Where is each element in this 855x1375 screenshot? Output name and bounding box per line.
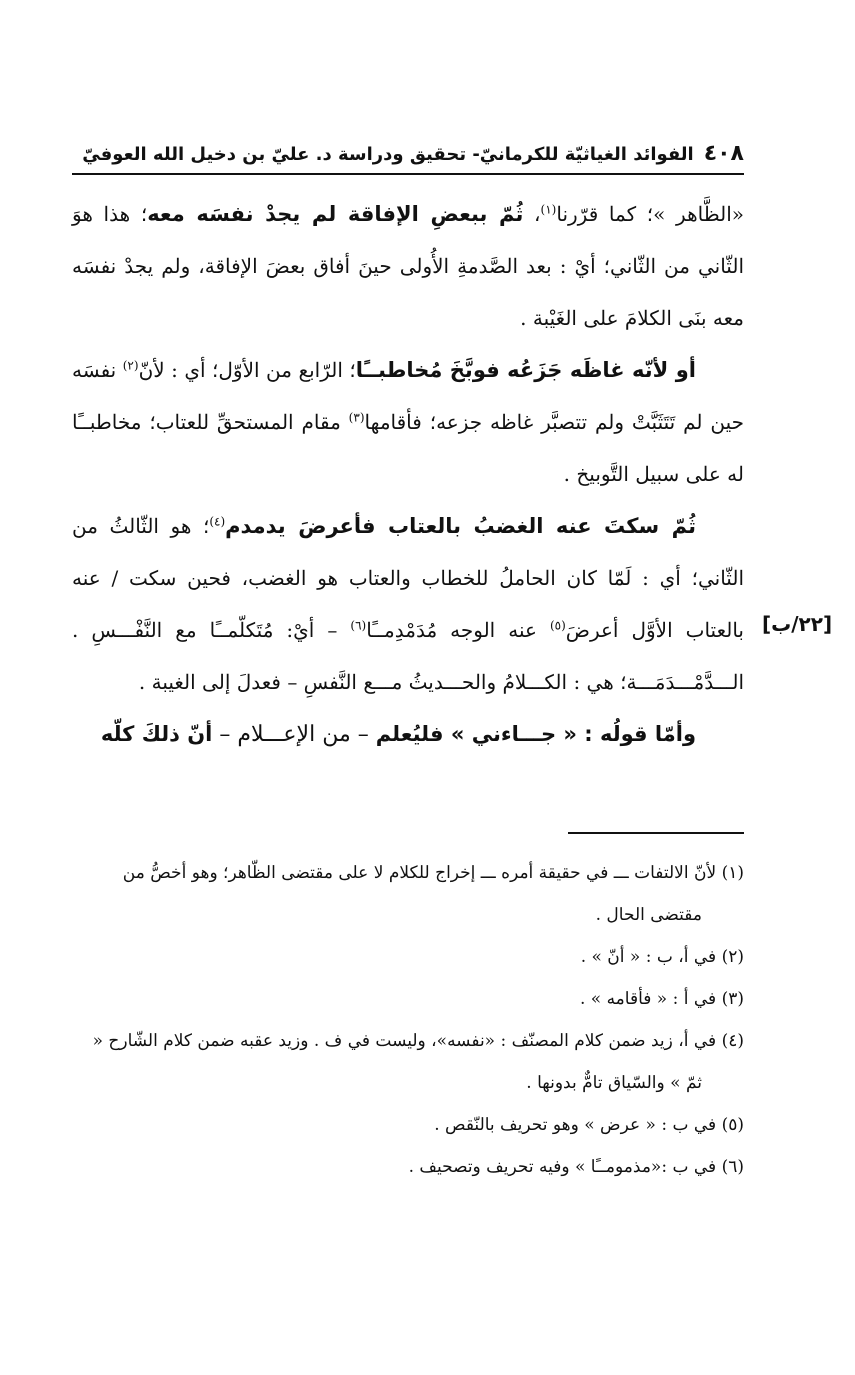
- footnote: [72, 1020, 744, 1104]
- footnote-text: في ب :«مذمومــًا » وفيه تحريف وتصحيف .: [408, 1157, 717, 1177]
- footnote-rule: [568, 832, 744, 834]
- p1-matn: ثُمّ ببعضِ الإفاقة لم يجدْ نفسَه معه: [147, 202, 524, 226]
- footnote-text: في أ، زيد ضمن كلام المصنّف : «نفسه»، وليست في ف . وزيد عقبه ضمن كلام الشّارح « ثمّ » والسّياق تامٌّ بدونها .: [92, 1031, 717, 1093]
- footnote-text: لأنّ الالتفات ـــ في حقيقة أمره ـــ إخراج للكلام لا على مقتضى الظّاهر؛ وهو أخصُّ من مقتضى الحال .: [122, 863, 717, 925]
- footnote-ref-6: (٦): [350, 618, 367, 633]
- p2-matn: أو لأنّه غاظَه جَزَعُه فوبَّخَ مُخاطبــًا: [355, 358, 697, 382]
- page-number: ٤٠٨: [703, 141, 744, 166]
- p4-text: – من الإعـــلام –: [212, 722, 376, 747]
- footnote-text: في أ : « فأقامه » .: [579, 989, 717, 1009]
- footnote-text: في ب : « عرض » وهو تحريف بالنّقص .: [434, 1115, 717, 1135]
- footnote: [72, 1104, 744, 1146]
- paragraph-3: [72, 500, 744, 708]
- running-title: الفوائد الغياثيّة للكرمانيّ- تحقيق ودراسة د. عليّ بن دخيل الله العوفيّ: [82, 144, 694, 165]
- p3-text-b: عنه الوجه مُدَمْدِمــًا: [366, 618, 550, 642]
- p4-matn-b: أنّ ذلكَ كلّه: [100, 722, 213, 746]
- p3-text-c: – أيْ: مُتَكلّمــًا مع النَّفْـــسِ . الـــدَّمْـــدَمَـــة؛ هي : الكـــلامُ والحـــديثُ مـــع النَّفسِ – فعدلَ إلى الغيبة .: [72, 618, 744, 694]
- header-rule: [72, 173, 744, 175]
- footnote-ref-3: (٣): [348, 410, 365, 425]
- paragraph-4: [72, 708, 744, 761]
- footnote-ref-2: (٢): [122, 358, 139, 373]
- footnote-ref-5: (٥): [549, 618, 566, 633]
- p1-text-c: ؛ هذا هوَ الثّاني من الثّاني؛ أيْ : بعد الصَّدمةِ الأُولى حينَ أفاق بعضَ الإفاقة، ولم يجدْ نفسَه معه بنَى الكلامَ على الغَيْبة .: [72, 202, 744, 330]
- footnote-number: (٥): [721, 1115, 744, 1135]
- footnote-number: (٤): [721, 1031, 744, 1051]
- footnote: [72, 852, 744, 936]
- p3-text-a: ؛ هو الثّالثُ من الثّاني؛ أي : لَمّا كان الحاملُ للخطاب والعتاب هو الغضب، فحين سكت / عنه بالعتاب الأوَّل أعرضَ: [72, 514, 744, 642]
- footnote-ref-1: (١): [540, 202, 557, 217]
- footnote-text: في أ، ب : « أنّ » .: [580, 947, 717, 967]
- p1-text-a: «الظَّاهر »؛ كما قرّرنا: [556, 202, 744, 226]
- p3-matn: ثُمّ سكتَ عنه الغضبُ بالعتاب فأعرضَ يدمدم: [225, 514, 696, 538]
- p1-text-b: ،: [523, 202, 541, 226]
- folio-marker: [٢٢/ب]: [762, 612, 833, 636]
- paragraph-2: [72, 344, 744, 500]
- p4-matn-a: وأمّا قولُه : « جـــاءني » فليُعلم: [375, 722, 696, 746]
- p2-text-c: مقام المستحقِّ للعتاب؛ مخاطبــًا له على سبيل التَّوبيخ .: [72, 410, 744, 486]
- running-header: [72, 136, 744, 172]
- p2-text-b: نفسَه حين لم تَتَثَبَّتْ ولم تتصبَّر غاظه جزعه؛ فأقامها: [72, 358, 745, 434]
- footnote-number: (٢): [721, 947, 744, 967]
- p2-text-a: ؛ الرّابع من الأوّل؛ أي : لأنّ: [138, 358, 356, 382]
- footnote: [72, 936, 744, 978]
- footnote-number: (٣): [721, 989, 744, 1009]
- footnote: [72, 1146, 744, 1188]
- footnote-number: (١): [721, 863, 744, 883]
- footnote-ref-4: (٤): [209, 514, 226, 529]
- footnotes: [72, 852, 744, 1188]
- main-text: [72, 188, 744, 761]
- footnote: [72, 978, 744, 1020]
- paragraph-1: [72, 188, 744, 344]
- footnote-number: (٦): [721, 1157, 744, 1177]
